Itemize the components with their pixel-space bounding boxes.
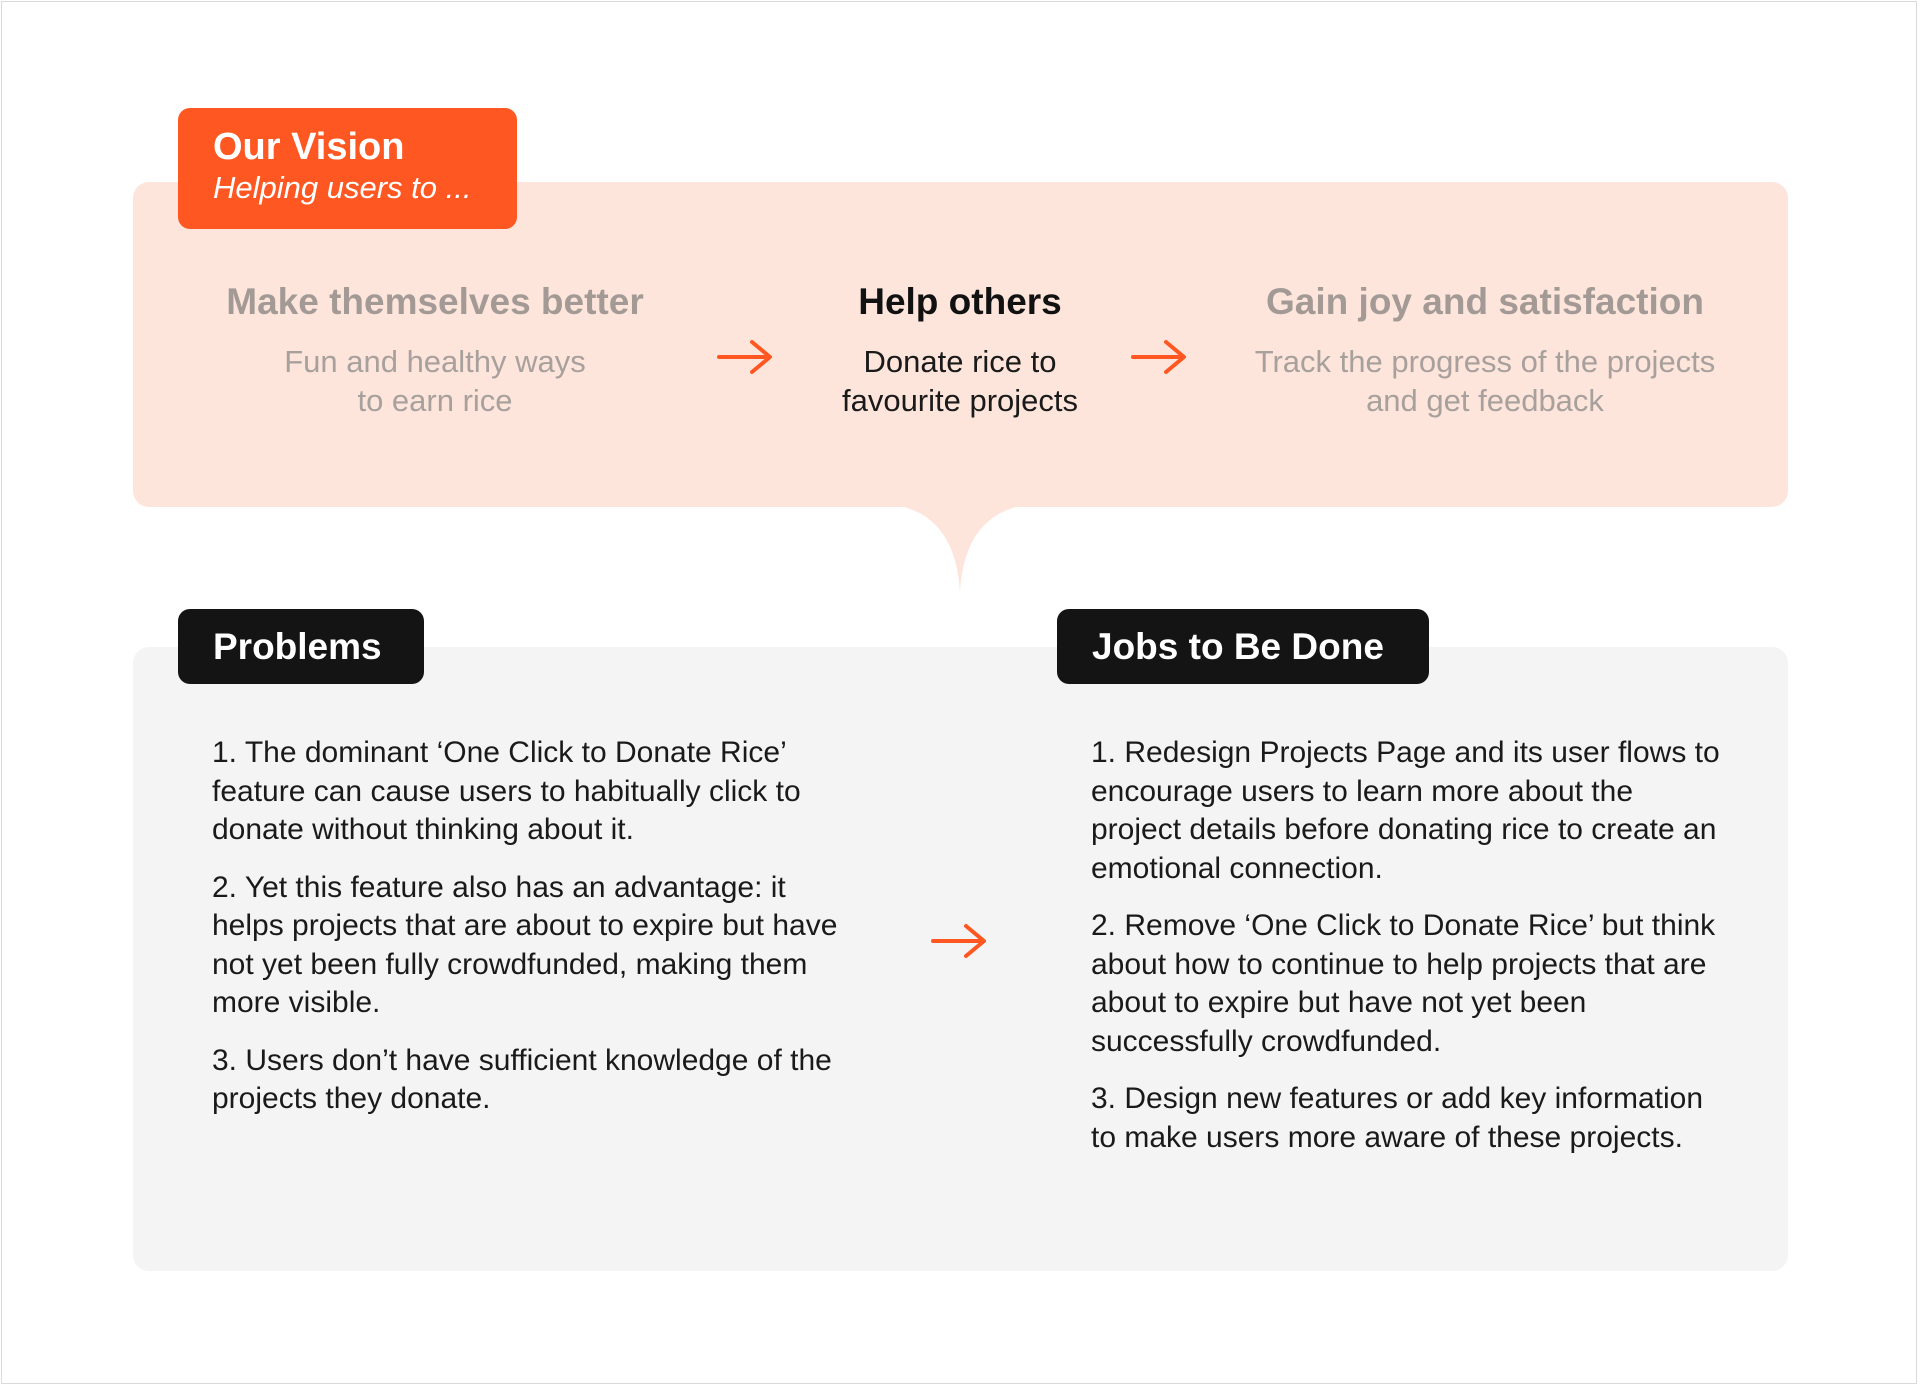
vision-pointer [895,505,1025,595]
goal-help-others [790,270,1130,420]
problem-item: 3. Users don’t have sufficient knowledge of the projects they donate. [212,1043,832,1115]
arrow-right-icon [1130,337,1190,377]
arrow-right-icon [930,921,990,961]
goal-gain-joy [1225,270,1745,420]
problem-item: 2. Yet this feature also has an advantage: it helps projects that are about to expire but have not yet been fully crowdfunded, making them more visible. [212,870,838,1019]
goal-description-line: Track the progress of the projects [1254,344,1716,379]
goal-description [170,342,700,420]
jobs-tag: Jobs to Be Done [1057,609,1429,684]
goal-make-themselves-better [170,270,700,420]
goal-description-line: Donate rice to [863,344,1057,379]
goal-title: Make themselves better [226,281,644,322]
goal-description-line: favourite projects [841,383,1079,418]
goal-description-line: Fun and healthy ways [284,344,586,379]
goal-description [1225,342,1745,420]
problems-tag: Problems [178,609,424,684]
goal-description-line: to earn rice [357,383,513,418]
job-item: 3. Design new features or add key information to make users more aware of these projects. [1091,1082,1703,1154]
vision-tag [178,108,517,229]
goal-title: Help others [858,281,1062,322]
job-item: 2. Remove ‘One Click to Donate Rice’ but think about how to continue to help projects that are about to expire but have not yet been successfully crowdfunded. [1091,909,1716,1058]
vision-tag-subtitle: Helping users to ... [213,170,472,205]
goal-description [790,342,1130,420]
goal-description-line: and get feedback [1366,383,1604,418]
arrow-right-icon [716,337,776,377]
goal-title: Gain joy and satisfaction [1266,281,1704,322]
problems-list [212,734,852,1138]
problem-item: 1. The dominant ‘One Click to Donate Rice’ feature can cause users to habitually click to donate without thinking about it. [212,736,801,846]
vision-tag-title: Our Vision [213,126,405,168]
jobs-list [1091,734,1731,1176]
job-item: 1. Redesign Projects Page and its user flows to encourage users to learn more about the project details before donating rice to create an emotional connection. [1091,736,1720,885]
